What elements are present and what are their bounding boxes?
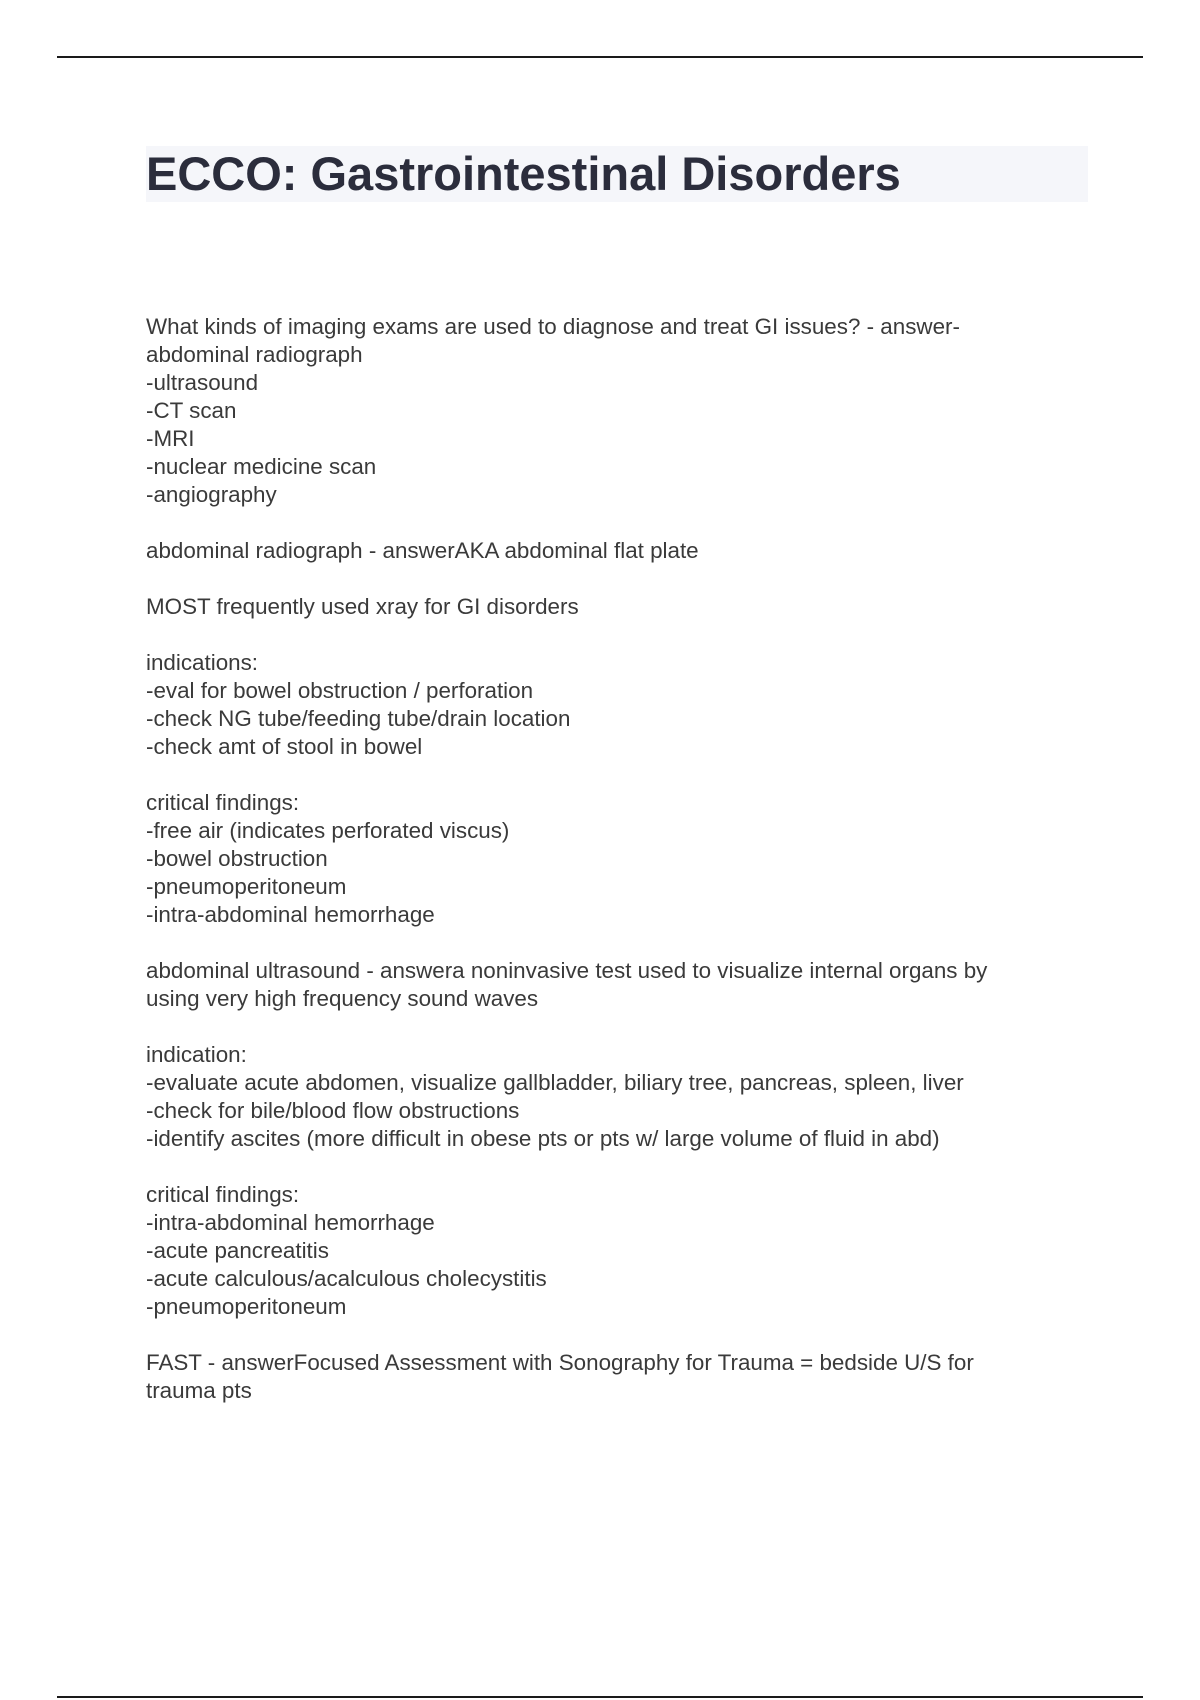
text-line: FAST - answerFocused Assessment with Sonography for Trauma = bedside U/S for — [146, 1350, 974, 1375]
paragraph-abdominal-ultrasound — [146, 957, 1086, 1013]
list-item: -free air (indicates perforated viscus) — [146, 818, 510, 843]
page-title: ECCO: Gastrointestinal Disorders — [146, 147, 901, 200]
text-line: abdominal ultrasound - answera noninvasive test used to visualize internal organs by — [146, 958, 988, 983]
text-line: MOST frequently used xray for GI disorders — [146, 594, 579, 619]
document-body — [146, 313, 1086, 1433]
paragraph-abdominal-radiograph — [146, 537, 1086, 565]
list-item: -pneumoperitoneum — [146, 874, 347, 899]
list-item: -acute calculous/acalculous cholecystitis — [146, 1266, 547, 1291]
list-item: -intra-abdominal hemorrhage — [146, 1210, 435, 1235]
list-item: -bowel obstruction — [146, 846, 328, 871]
top-divider — [57, 56, 1143, 58]
list-item: -MRI — [146, 426, 195, 451]
list-item: -acute pancreatitis — [146, 1238, 329, 1263]
text-line: trauma pts — [146, 1378, 252, 1403]
list-item: -angiography — [146, 482, 277, 507]
text-line: using very high frequency sound waves — [146, 986, 539, 1011]
paragraph-indications — [146, 649, 1086, 761]
section-label: indications: — [146, 650, 259, 675]
list-item: -CT scan — [146, 398, 237, 423]
text-line: abdominal radiograph — [146, 342, 363, 367]
list-item: -pneumoperitoneum — [146, 1294, 347, 1319]
section-label: critical findings: — [146, 790, 300, 815]
section-label: critical findings: — [146, 1182, 300, 1207]
text-line: What kinds of imaging exams are used to diagnose and treat GI issues? - answer- — [146, 314, 960, 339]
list-item: -eval for bowel obstruction / perforation — [146, 678, 534, 703]
paragraph-fast — [146, 1349, 1086, 1405]
list-item: -ultrasound — [146, 370, 259, 395]
paragraph-indication-ultrasound — [146, 1041, 1086, 1153]
text-line: abdominal radiograph - answerAKA abdominal flat plate — [146, 538, 699, 563]
list-item: -check amt of stool in bowel — [146, 734, 423, 759]
paragraph-most-frequent — [146, 593, 1086, 621]
section-label: indication: — [146, 1042, 247, 1067]
list-item: -nuclear medicine scan — [146, 454, 377, 479]
list-item: -intra-abdominal hemorrhage — [146, 902, 435, 927]
list-item: -evaluate acute abdomen, visualize gallbladder, biliary tree, pancreas, spleen, liver — [146, 1070, 964, 1095]
paragraph-critical-findings-ultrasound — [146, 1181, 1086, 1321]
bottom-divider — [57, 1696, 1143, 1698]
list-item: -identify ascites (more difficult in obese pts or pts w/ large volume of fluid in abd) — [146, 1126, 940, 1151]
list-item: -check NG tube/feeding tube/drain location — [146, 706, 571, 731]
paragraph-critical-findings-radiograph — [146, 789, 1086, 929]
list-item: -check for bile/blood flow obstructions — [146, 1098, 520, 1123]
paragraph-imaging-exams — [146, 313, 1086, 509]
